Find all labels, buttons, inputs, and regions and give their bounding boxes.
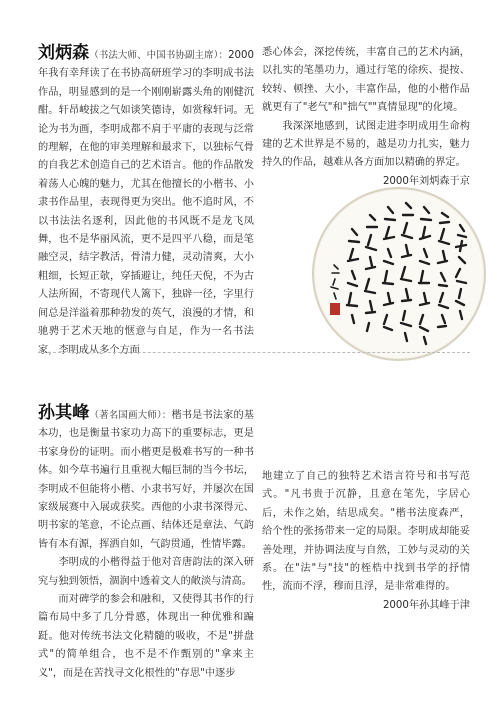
section2-left-p1: 楷书是书法家的基本功，也是衡量书家功力高下的重要标志，更是书家身份的证明。而小楷更是极难书写的一种书体。如今草书遍行且重视大幅巨制的当今书坛，李明成不但能将小楷、小隶书写好，并屡次在国家级展赛中入展或获奖。西他的小隶书深得元、明书家的笔意，不论点画、结体还是章法、气韵皆有本有源，挥洒自如，气韵贯通，性情毕露。 (38, 410, 254, 550)
section1-left-text: 2000年我有幸拜读了在书协高研班学习的李明成书法作品，明显感到的是一个刚刚崭露头角的刚健沉酣。轩昂峻拔之气如谈笑德诗，如赏稼轩词。无论为书为画，李明成都不肩于平庸的表现与泛常的理解，在他的审美理解和最求下，以独标气骨的自我艺术创造自己的艺术语言。他的作品散发着荡人心魄的魅力，尤其在他擅长的小楷书、小隶书作品里，表现得更为突出。他不追时风，不以书法法名逐利，因此他的书风既不是龙飞凤舞，也不是华丽风流，更不是四平八稳，而是笔融空灵，结字教活，骨清力健，灵动清爽，大小粗细，长短正欹，穿插避让，纯任天倪，不为古人法所囿，不寄现代人篱下，独辟一径，字里行间总是洋溢着那种勃发的英气，浪漫的才情，和驰骋于艺术天地的惬意与自足，作为一名书法家，李明成从多个方面 (38, 50, 254, 356)
section1-right-text: 悉心体会，深挖传统，丰富自己的艺术内涵，以扎实的笔墨功力，通过行笔的徐疾、提按、较转、顿挫、大小，丰富作品，他的小楷作品就更有了"老气"和"拙气""真情显现"的化境。 (262, 47, 470, 114)
section2-left-column (38, 404, 254, 683)
section1-left-column (38, 44, 254, 360)
section2-left-p2: 李明成的小楷得益于他对音唐韵法的深入研究与独到领悟，涸润中透着文人的敞淡与清高。 (38, 557, 254, 587)
red-seal-icon (330, 303, 340, 315)
author-name-liu: 刘炳森 (38, 43, 90, 63)
section2-left-p3: 而对碑学的参会和融和，又使得其书作的行篇布局中多了几分骨感，体现出一种优雅和蹁跹。他对传统书法文化精髓的吸收，不是"拼盘式"的简单组合，也不是不作甄别的"拿来主义"，而是在苦找寻文化根性的"存思"中逐步 (38, 594, 254, 679)
section2-right-column (262, 468, 470, 615)
signature-sun: 2000年孙其峰于津 (382, 599, 470, 611)
calligraphy-fan-image (310, 185, 488, 363)
section1-right-column (262, 44, 470, 191)
author-role-sun: （著名国画大师）： (89, 410, 172, 421)
signature-liu: 2000年刘炳森于京 (382, 175, 470, 187)
section-divider (38, 352, 470, 353)
author-name-sun: 孙其峰 (38, 403, 90, 423)
author-role-liu: （书法大师、中国书协副主席）： (89, 50, 229, 61)
section2-right-p1: 地建立了自己的独特艺术语言符号和书写范式。"凡书贵于沉静，且意在笔先，字居心后，未作之始，结思成矣。"楷书法度森严，给个性的张扬带来一定的局限。李明成却能妥善处理，并协调法度与自然，工妙与灵动的关系。在"法"与"技"的桎梏中找到书学的抒情性，流而不浮，穆而且浮，是非常难得的。 (262, 471, 470, 593)
calligraphy-fan-artwork (310, 185, 488, 363)
section1-right-text2: 我深深地感到，试图走进李明成用生命构建的艺术世界是不易的，越是功力扎实，魅力持久的作品，越难从各方面加以精确的界定。 (262, 120, 470, 169)
